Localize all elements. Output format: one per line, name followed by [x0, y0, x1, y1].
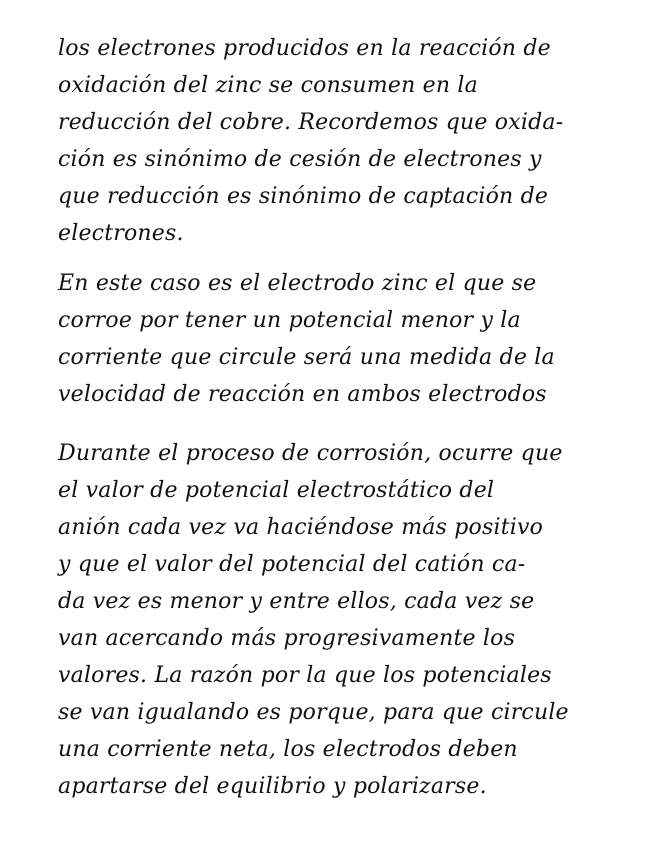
text-line: electrones.	[58, 221, 184, 246]
paragraph-2	[58, 265, 628, 413]
text-line: el valor de potencial electrostático del	[58, 478, 495, 503]
text-line: corroe por tener un potencial menor y la	[58, 308, 521, 333]
text-line: reducción del cobre. Recordemos que oxida-	[58, 110, 564, 135]
text-line: ción es sinónimo de cesión de electrones y	[58, 147, 542, 172]
text-line: anión cada vez va haciéndose más positivo	[58, 515, 544, 540]
text-line: oxidación del zinc se consumen en la	[58, 73, 478, 98]
paragraph-1	[58, 30, 628, 252]
text-line: van acercando más progresivamente los	[58, 626, 516, 651]
text-line: los electrones producidos en la reacción de	[58, 36, 551, 61]
text-line: que reducción es sinónimo de captación de	[58, 184, 549, 209]
text-line: corriente que circule será una medida de la	[58, 345, 555, 370]
text-line: velocidad de reacción en ambos electrodos	[58, 382, 547, 407]
text-line: En este caso es el electrodo zinc el que se	[58, 271, 537, 296]
text-line: una corriente neta, los electrodos deben	[58, 737, 518, 762]
text-line: da vez es menor y entre ellos, cada vez se	[58, 589, 535, 614]
text-line: apartarse del equilibrio y polarizarse.	[58, 774, 487, 799]
text-line: se van igualando es porque, para que circule	[58, 700, 569, 725]
text-line: Durante el proceso de corrosión, ocurre que	[58, 441, 563, 466]
paragraph-3	[58, 435, 628, 805]
text-line: y que el valor del potencial del catión ca-	[58, 552, 526, 577]
text-line: valores. La razón por la que los potenciales	[58, 663, 552, 688]
